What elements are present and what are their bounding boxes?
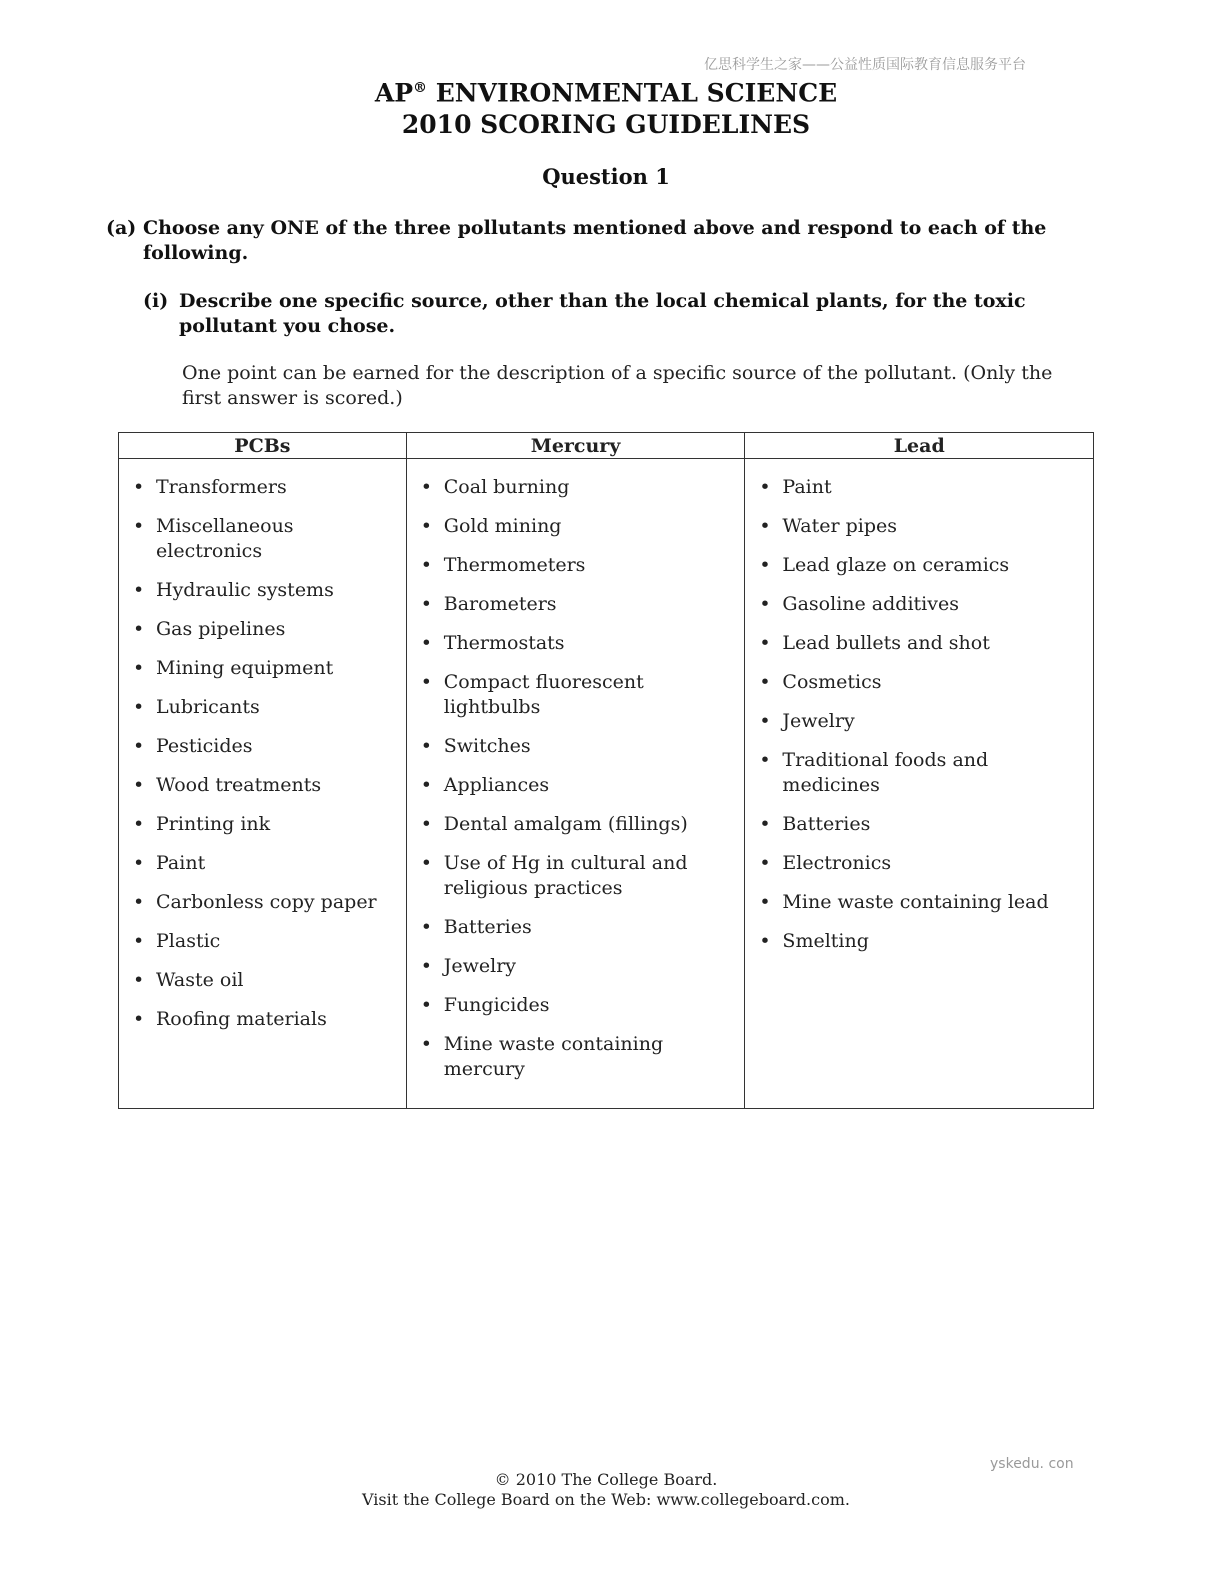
list-item-text: Roofing materials <box>156 1008 327 1030</box>
pcbs-source-list <box>129 475 396 1032</box>
bullet-icon: • <box>420 671 432 693</box>
list-item-text: Paint <box>156 852 206 874</box>
part-a-text: Choose any ONE of the three pollutants mentioned above and respond to each of the following. <box>143 217 1047 264</box>
list-item <box>129 890 396 915</box>
list-item-text: Hydraulic systems <box>156 579 334 601</box>
list-item-text: Gas pipelines <box>156 618 286 640</box>
bullet-icon: • <box>759 930 771 952</box>
list-item-text: Smelting <box>782 930 869 952</box>
bullet-icon: • <box>420 1033 432 1055</box>
list-item <box>129 617 396 642</box>
list-item <box>755 553 1083 578</box>
list-item <box>129 578 396 603</box>
list-item-text: Thermometers <box>443 554 586 576</box>
list-item <box>129 475 396 500</box>
list-item <box>129 968 396 993</box>
bullet-icon: • <box>133 852 145 874</box>
list-item-text: Gold mining <box>443 515 562 537</box>
watermark-top: 亿思科学生之家——公益性质国际教育信息服务平台 <box>704 57 1026 73</box>
watermark-bottom: yskedu. con <box>990 1456 1074 1472</box>
registered-mark: ® <box>413 80 428 96</box>
column-header-pcbs: PCBs <box>119 433 407 459</box>
pollutant-sources-table <box>118 432 1094 1109</box>
list-item <box>417 553 735 578</box>
bullet-icon: • <box>420 916 432 938</box>
bullet-icon: • <box>133 735 145 757</box>
list-item-text: Mine waste containing mercury <box>443 1033 664 1080</box>
list-item <box>129 812 396 837</box>
list-item <box>755 592 1083 617</box>
bullet-icon: • <box>420 554 432 576</box>
bullet-icon: • <box>420 955 432 977</box>
document-header <box>0 72 1212 141</box>
bullet-icon: • <box>133 696 145 718</box>
bullet-icon: • <box>759 710 771 732</box>
bullet-icon: • <box>759 891 771 913</box>
bullet-icon: • <box>133 657 145 679</box>
bullet-icon: • <box>420 593 432 615</box>
list-item <box>755 475 1083 500</box>
list-item <box>129 514 396 564</box>
list-item-text: Traditional foods and medicines <box>782 749 989 796</box>
list-item <box>129 773 396 798</box>
list-item <box>417 851 735 901</box>
list-item-text: Transformers <box>156 476 287 498</box>
list-item-text: Printing ink <box>156 813 271 835</box>
document-title <box>0 72 1212 109</box>
column-header-mercury: Mercury <box>406 433 745 459</box>
bullet-icon: • <box>759 554 771 576</box>
list-item <box>755 851 1083 876</box>
mercury-source-list <box>417 475 735 1082</box>
list-item-text: Mining equipment <box>156 657 334 679</box>
bullet-icon: • <box>759 852 771 874</box>
bullet-icon: • <box>420 476 432 498</box>
list-item <box>755 631 1083 656</box>
list-item <box>417 915 735 940</box>
list-item-text: Cosmetics <box>782 671 882 693</box>
bullet-icon: • <box>420 735 432 757</box>
document-subtitle: 2010 SCORING GUIDELINES <box>401 110 811 140</box>
list-item-text: Lubricants <box>156 696 260 718</box>
bullet-icon: • <box>133 1008 145 1030</box>
list-item-text: Batteries <box>782 813 871 835</box>
bullet-icon: • <box>420 813 432 835</box>
list-item-text: Miscellaneous electronics <box>156 515 294 562</box>
bullet-icon: • <box>133 774 145 796</box>
list-item <box>129 656 396 681</box>
list-item-text: Fungicides <box>443 994 550 1016</box>
list-item-text: Gasoline additives <box>782 593 959 615</box>
list-item-text: Plastic <box>156 930 221 952</box>
bullet-icon: • <box>420 852 432 874</box>
list-item-text: Carbonless copy paper <box>156 891 377 913</box>
bullet-icon: • <box>133 891 145 913</box>
bullet-icon: • <box>133 930 145 952</box>
part-i-label: (i) <box>143 290 169 312</box>
list-item <box>417 670 735 720</box>
list-item-text: Pesticides <box>156 735 253 757</box>
list-item-text: Dental amalgam (fillings) <box>443 813 688 835</box>
list-item <box>417 954 735 979</box>
mercury-cell <box>406 459 745 1109</box>
bullet-icon: • <box>133 969 145 991</box>
list-item-text: Water pipes <box>782 515 898 537</box>
list-item-text: Waste oil <box>156 969 244 991</box>
pcbs-cell <box>119 459 407 1109</box>
bullet-icon: • <box>420 632 432 654</box>
list-item <box>417 1032 735 1082</box>
bullet-icon: • <box>759 476 771 498</box>
list-item <box>417 773 735 798</box>
lead-cell <box>745 459 1094 1109</box>
list-item <box>129 851 396 876</box>
list-item <box>417 592 735 617</box>
list-item <box>755 514 1083 539</box>
bullet-icon: • <box>420 774 432 796</box>
list-item <box>129 929 396 954</box>
lead-source-list <box>755 475 1083 954</box>
list-item <box>755 890 1083 915</box>
bullet-icon: • <box>759 671 771 693</box>
list-item <box>129 734 396 759</box>
bullet-icon: • <box>759 813 771 835</box>
bullet-icon: • <box>133 813 145 835</box>
list-item-text: Wood treatments <box>156 774 322 796</box>
table-header-row <box>119 433 1094 459</box>
bullet-icon: • <box>759 749 771 771</box>
list-item-text: Coal burning <box>443 476 570 498</box>
list-item <box>417 631 735 656</box>
list-item <box>417 734 735 759</box>
table-body-row <box>119 459 1094 1109</box>
list-item-text: Electronics <box>782 852 892 874</box>
list-item-text: Compact fluorescent lightbulbs <box>443 671 644 718</box>
title-suffix: ENVIRONMENTAL SCIENCE <box>427 78 838 108</box>
list-item-text: Batteries <box>443 916 532 938</box>
bullet-icon: • <box>420 515 432 537</box>
list-item <box>755 709 1083 734</box>
bullet-icon: • <box>420 994 432 1016</box>
list-item-text: Switches <box>443 735 531 757</box>
list-item-text: Lead glaze on ceramics <box>782 554 1010 576</box>
page-footer <box>0 1470 1212 1510</box>
list-item-text: Barometers <box>443 593 557 615</box>
part-a-label: (a) <box>106 217 137 239</box>
list-item <box>129 695 396 720</box>
scoring-instruction: One point can be earned for the description of a specific source of the pollutant. (Only the first answer is scored.) <box>182 362 1053 409</box>
list-item-text: Use of Hg in cultural and religious practices <box>443 852 688 899</box>
list-item <box>417 993 735 1018</box>
list-item <box>417 812 735 837</box>
bullet-icon: • <box>759 632 771 654</box>
list-item-text: Appliances <box>443 774 550 796</box>
part-i-text: Describe one specific source, other than the local chemical plants, for the toxic pollutant you chose. <box>179 290 1026 337</box>
list-item <box>129 1007 396 1032</box>
list-item-text: Lead bullets and shot <box>782 632 990 654</box>
column-header-lead: Lead <box>745 433 1094 459</box>
list-item <box>755 812 1083 837</box>
footer-copyright: © 2010 The College Board. <box>494 1470 718 1489</box>
list-item-text: Jewelry <box>782 710 855 732</box>
list-item <box>417 475 735 500</box>
list-item <box>417 514 735 539</box>
title-prefix: AP <box>374 78 414 108</box>
list-item <box>755 670 1083 695</box>
question-heading: Question 1 <box>542 164 670 189</box>
bullet-icon: • <box>759 515 771 537</box>
bullet-icon: • <box>133 579 145 601</box>
list-item <box>755 929 1083 954</box>
part-a-prompt <box>106 216 1066 266</box>
bullet-icon: • <box>133 515 145 537</box>
footer-visit: Visit the College Board on the Web: www.collegeboard.com. <box>362 1490 850 1509</box>
list-item-text: Jewelry <box>443 955 517 977</box>
part-i-prompt <box>143 289 1043 339</box>
list-item-text: Mine waste containing lead <box>782 891 1049 913</box>
bullet-icon: • <box>759 593 771 615</box>
bullet-icon: • <box>133 618 145 640</box>
list-item-text: Paint <box>782 476 832 498</box>
list-item <box>755 748 1083 798</box>
bullet-icon: • <box>133 476 145 498</box>
list-item-text: Thermostats <box>443 632 565 654</box>
